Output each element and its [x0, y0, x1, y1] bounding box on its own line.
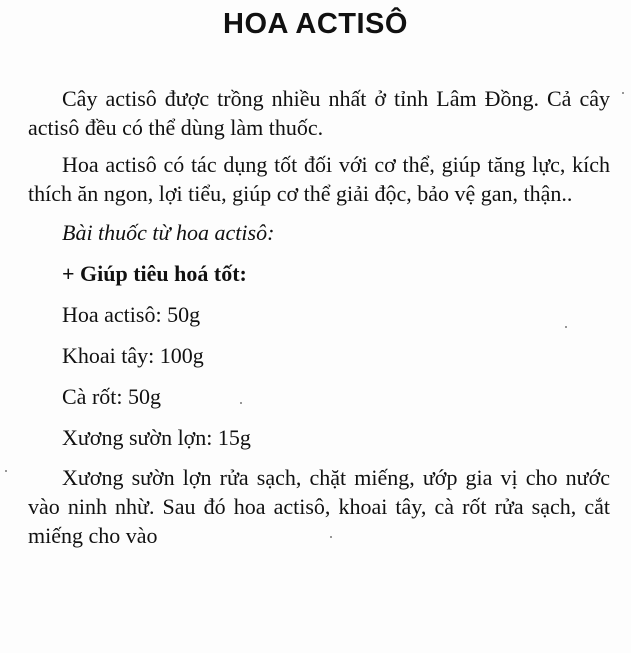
section-heading: + Giúp tiêu hoá tốt:: [62, 261, 247, 286]
scan-speck: [240, 402, 242, 404]
instructions-paragraph: Xương sườn lợn rửa sạch, chặt miếng, ướp gia vị cho nước vào ninh nhừ. Sau đó hoa actisô, khoai tây, cà rốt rửa sạch, cắt miếng cho vào: [28, 465, 610, 548]
ingredient-item: Hoa actisô: 50g: [62, 302, 201, 327]
ingredient-item: Cà rốt: 50g: [62, 384, 161, 409]
page-title: HOA ACTISÔ: [223, 8, 408, 40]
remedy-heading: Bài thuốc từ hoa actisô:: [62, 220, 275, 245]
benefits-paragraph: Hoa actisô có tác dụng tốt đối với cơ thể, giúp tăng lực, kích thích ăn ngon, lợi tiểu, giúp cơ thể giải độc, bảo vệ gan, thận..: [28, 152, 610, 206]
scan-speck: [5, 470, 7, 472]
intro-paragraph: Cây actisô được trồng nhiều nhất ở tỉnh Lâm Đồng. Cả cây actisô đều có thể dùng làm thuốc.: [28, 86, 610, 140]
scan-speck: [622, 92, 624, 94]
scan-speck: [565, 326, 567, 328]
scan-speck: [330, 536, 332, 538]
document-body: [28, 84, 610, 550]
ingredient-item: Khoai tây: 100g: [62, 343, 204, 368]
ingredient-item: Xương sườn lợn: 15g: [62, 425, 251, 450]
